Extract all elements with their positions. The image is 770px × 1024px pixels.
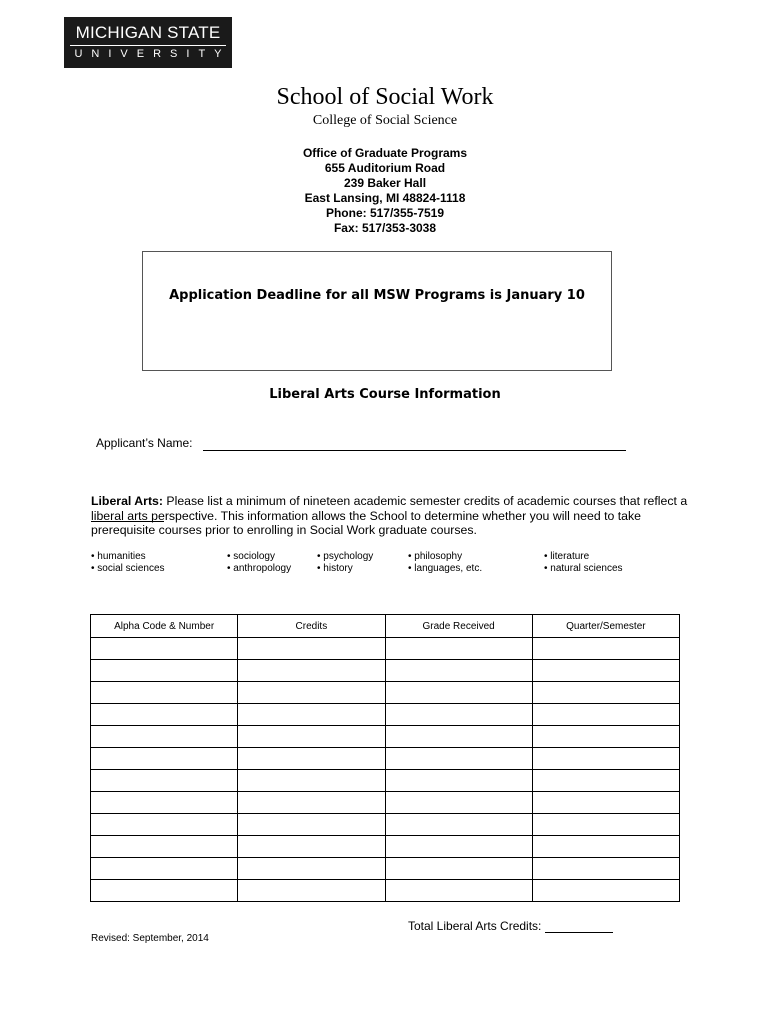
logo-divider [70,45,226,46]
table-cell[interactable] [385,660,532,682]
table-cell[interactable] [385,858,532,880]
table-cell[interactable] [238,880,385,902]
table-cell[interactable] [238,682,385,704]
table-cell[interactable] [91,814,238,836]
subject-item: • psychology [317,551,374,562]
liberal-arts-label: Liberal Arts: [91,494,163,508]
table-cell[interactable] [91,770,238,792]
table-cell[interactable] [91,748,238,770]
subject-column-5 [544,551,623,575]
page-subtitle: College of Social Science [312,113,458,128]
course-table [90,614,680,902]
subject-column-3 [317,551,373,575]
liberal-arts-instructions [91,494,691,538]
table-cell[interactable] [238,770,385,792]
table-cell[interactable] [532,748,679,770]
table-cell[interactable] [385,726,532,748]
table-row [91,792,680,814]
table-cell[interactable] [532,836,679,858]
table-cell[interactable] [91,880,238,902]
logo-line-1: MICHIGAN STATE [75,23,221,42]
table-cell[interactable] [385,814,532,836]
table-cell[interactable] [91,858,238,880]
table-cell[interactable] [532,814,679,836]
subject-column-2 [227,551,291,575]
table-cell[interactable] [532,726,679,748]
office-city: East Lansing, MI 48824-1118 [304,191,466,205]
subject-item: • humanities [91,551,146,562]
applicant-name-label: Applicant’s Name: [96,436,193,450]
table-cell[interactable] [385,880,532,902]
table-cell[interactable] [385,770,532,792]
table-row [91,770,680,792]
subject-item: • literature [544,551,590,562]
table-cell[interactable] [238,792,385,814]
table-cell[interactable] [238,660,385,682]
table-row [91,726,680,748]
office-address [0,146,770,236]
table-row [91,858,680,880]
handwritten-mark [91,521,164,522]
table-cell[interactable] [385,682,532,704]
office-fax: Fax: 517/353-3038 [333,221,437,235]
applicant-name-field[interactable] [203,450,626,451]
section-heading: Liberal Arts Course Information [269,387,501,402]
revised-date: Revised: September, 2014 [91,933,209,944]
table-cell[interactable] [385,704,532,726]
table-cell[interactable] [532,660,679,682]
subject-item: • languages, etc. [408,563,483,574]
table-row [91,880,680,902]
office-hall: 239 Baker Hall [343,176,427,190]
column-header: Alpha Code & Number [91,615,238,638]
subject-item: • philosophy [408,551,463,562]
table-cell[interactable] [238,814,385,836]
table-cell[interactable] [238,748,385,770]
table-row [91,748,680,770]
table-header-row [91,615,680,638]
subject-item: • social sciences [91,563,165,574]
total-credits-label: Total Liberal Arts Credits: [408,919,542,933]
table-cell[interactable] [532,770,679,792]
table-cell[interactable] [91,660,238,682]
liberal-arts-text: Please list a minimum of nineteen academic semester credits of academic courses that reflect a liberal arts perspective. This information allows the School to determine whether you will need to take prerequisite courses prior to enrolling in Social Work graduate courses. [91,494,688,537]
table-cell[interactable] [532,792,679,814]
table-row [91,638,680,660]
table-cell[interactable] [385,638,532,660]
msu-logo [64,17,232,68]
table-cell[interactable] [91,836,238,858]
table-cell[interactable] [91,792,238,814]
subject-item: • anthropology [227,563,292,574]
table-cell[interactable] [385,748,532,770]
table-cell[interactable] [91,726,238,748]
table-row [91,814,680,836]
deadline-box [142,251,612,371]
subject-item: • history [317,563,353,574]
table-cell[interactable] [91,638,238,660]
office-street: 655 Auditorium Road [324,161,446,175]
table-cell[interactable] [385,792,532,814]
table-cell[interactable] [238,858,385,880]
table-row [91,704,680,726]
logo-line-2: UNIVERSITY [74,48,231,60]
office-phone: Phone: 517/355-7519 [325,206,445,220]
column-header: Quarter/Semester [532,615,679,638]
table-cell[interactable] [91,704,238,726]
table-cell[interactable] [238,726,385,748]
table-cell[interactable] [532,638,679,660]
table-cell[interactable] [238,638,385,660]
table-cell[interactable] [385,836,532,858]
subject-item: • natural sciences [544,563,623,574]
subject-column-1 [91,551,165,575]
table-cell[interactable] [91,682,238,704]
table-cell[interactable] [532,704,679,726]
table-cell[interactable] [532,682,679,704]
table-cell[interactable] [532,858,679,880]
table-row [91,660,680,682]
page-title: School of Social Work [276,84,494,110]
table-cell[interactable] [238,836,385,858]
deadline-text: Application Deadline for all MSW Programs is January 10 [169,288,585,303]
office-name: Office of Graduate Programs [302,146,468,160]
table-cell[interactable] [238,704,385,726]
column-header: Credits [238,615,385,638]
course-table-body [91,638,680,902]
table-cell[interactable] [532,880,679,902]
table-row [91,836,680,858]
subject-column-4 [408,551,482,575]
table-row [91,682,680,704]
total-credits-field[interactable] [545,932,613,933]
column-header: Grade Received [385,615,532,638]
subject-item: • sociology [227,551,275,562]
